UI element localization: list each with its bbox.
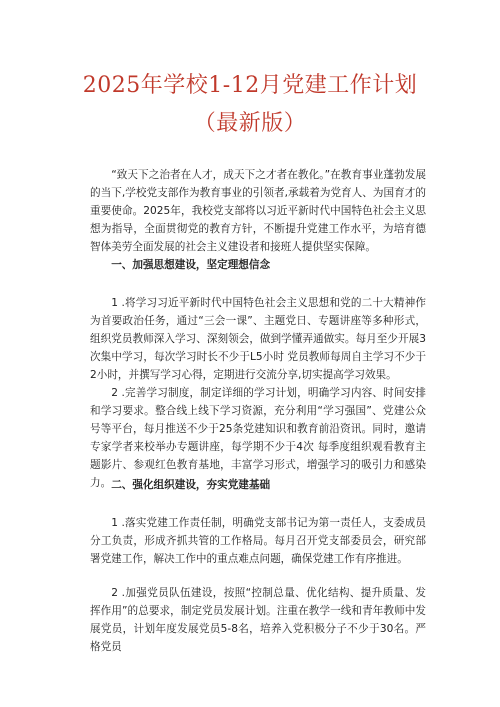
section2-paragraph-1: 1 .落实党建工作责任制，明确党支部书记为第一责任人，支委成员分工负责，形成齐抓共管的工作格局。每月召开党支部委员会，研究部署党建工作，解决工作中的重点难点问题，确保党建工作有序推进。 (90, 517, 426, 565)
section-heading-2: 二、强化组织建设，夯实党建基础 (111, 479, 271, 491)
section1-paragraph-2: 2 .完善学习制度，制定详细的学习计划，明确学习内容、时间安排和学习要求。整合线上线下学习资源，充分利用“学习强国”、党建公众号等平台，每月推送不少于25条党建知识和教育前沿资讯。同时，邀请专家学者来校举办专题讲座，每学期不少于4次 每季度组织观看教育主题影片、参观红色教育基地，丰富学习形式，增强学习的吸引力和感染力。 (90, 387, 426, 489)
section1-paragraph-1: 1 .将学习习近平新时代中国特色社会主义思想和党的二十大精神作为首要政治任务，通过“三会一课”、主题党日、专题讲座等多种形式，组织党员教师深入学习、深刻领会，做到学懂弄通做实。每月至少开展3次集中学习，每次学习时长不少于L5小时 党员教师每周自主学习不少于2小时，并撰写学习心得，定期进行交流分享,切实提高学习效果。 (90, 297, 426, 381)
document-subtitle: （最新版） (193, 111, 307, 136)
section2-paragraph-2: 2 .加强党员队伍建设，按照“控制总量、优化结构、提升质量、发挥作用”的总要求，制定党员发展计划。注重在教学一线和青年教师中发展党员，计划年度发展党员5-8名，培养入党积极分子不少于30名。严格党员 (90, 587, 426, 653)
document-title: 2025年学校1-12月党建工作计划 (82, 73, 418, 98)
section-heading-1: 一、加强思想建设，坚定理想信念 (111, 259, 271, 271)
intro-paragraph: “致天下之治者在人才，成天下之才者在教化。”在教育事业蓬勃发展的当下,学校党支部作为教育事业的引领者,承载着为党育人、为国育才的重要使命。2025年，我校党支部将以习近平新时代中国特色社会主义思想为指导，全面贯彻党的教育方针，不断提升党建工作水平，为培育德智体美劳全面发展的社会主义建设者和接班人提供坚实保障。 (90, 169, 426, 253)
